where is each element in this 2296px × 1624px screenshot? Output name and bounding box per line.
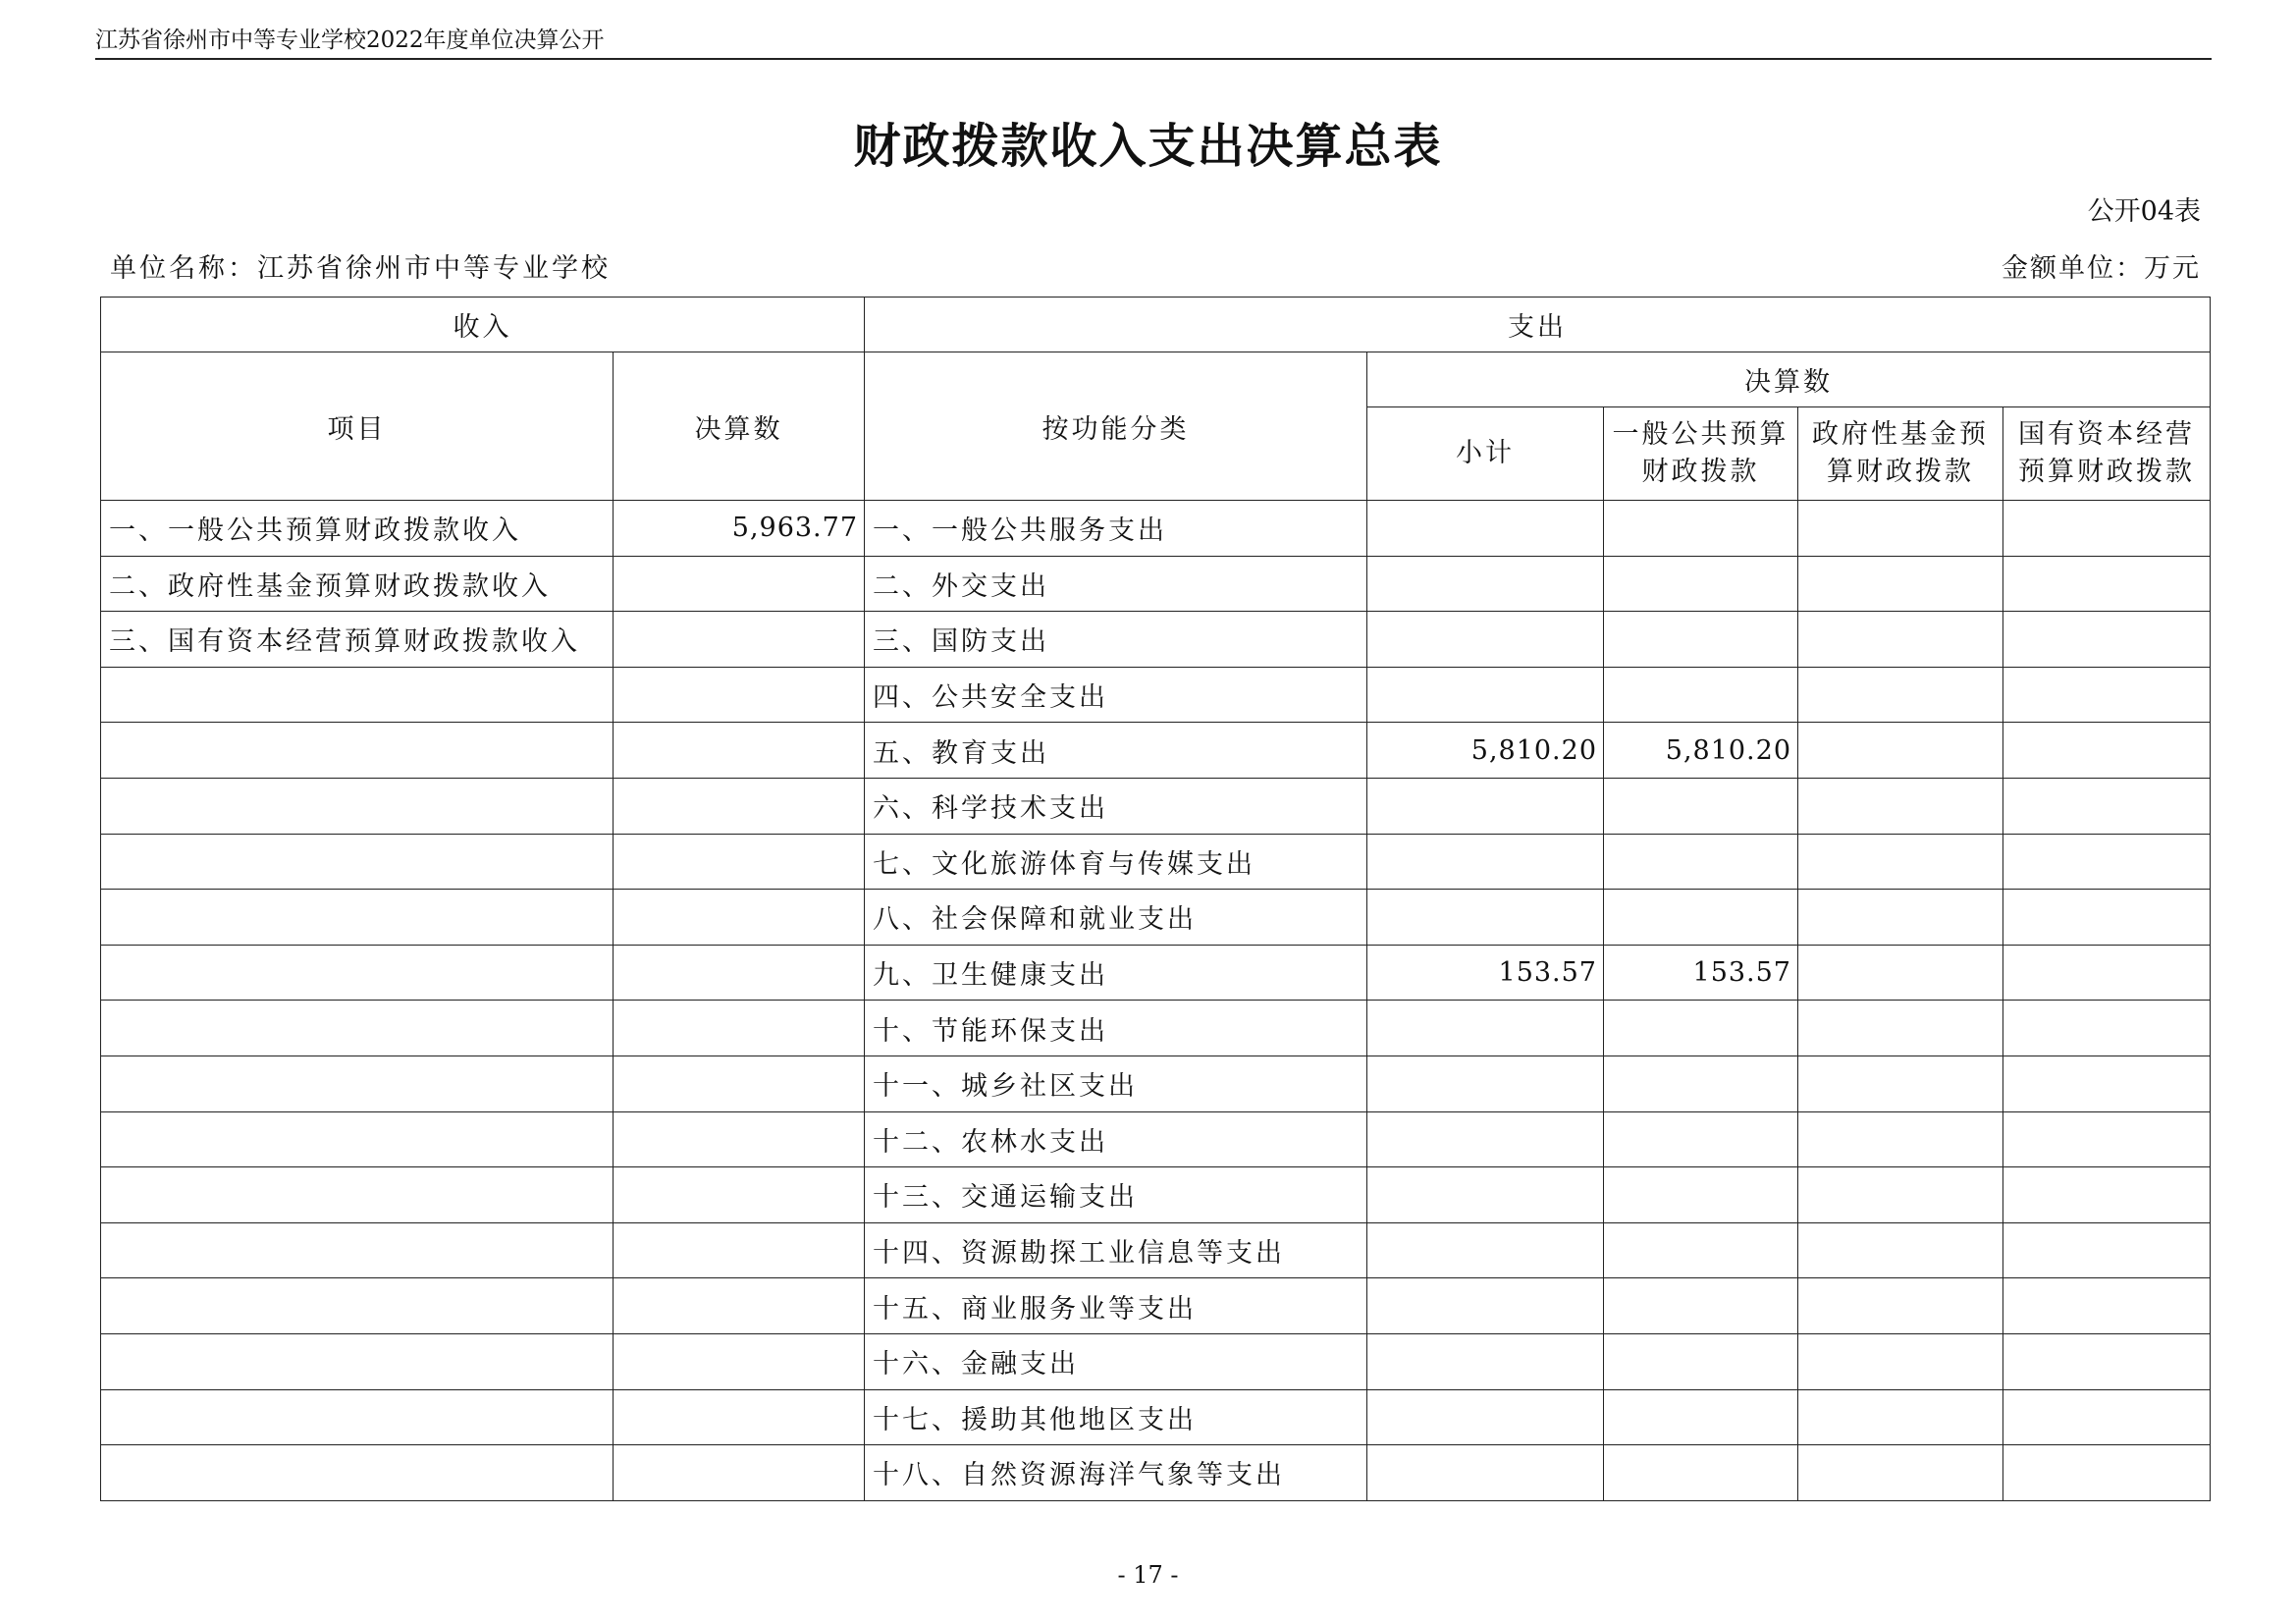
- general-amount-cell: [1604, 1389, 1798, 1445]
- expense-item-cell: 五、教育支出: [865, 723, 1367, 779]
- subtotal-cell: [1367, 1278, 1604, 1334]
- state-capital-amount-cell: [2003, 667, 2211, 723]
- income-amount-cell: [614, 890, 865, 946]
- subtotal-cell: [1367, 1445, 1604, 1501]
- income-amount-cell: [614, 1167, 865, 1223]
- unit-name: 单位名称：江苏省徐州市中等专业学校: [110, 253, 611, 284]
- table-row: [101, 890, 2211, 946]
- gov-fund-amount-cell: [1798, 612, 2003, 668]
- table-row: [101, 945, 2211, 1001]
- income-amount-cell: [614, 1333, 865, 1389]
- income-amount-cell: [614, 1111, 865, 1167]
- col-state-capital: 国有资本经营预算财政拨款: [2003, 407, 2211, 501]
- state-capital-amount-cell: [2003, 778, 2211, 834]
- general-amount-cell: 153.57: [1604, 945, 1798, 1001]
- table-row: [101, 501, 2211, 557]
- expense-item-cell: 九、卫生健康支出: [865, 945, 1367, 1001]
- table-row: [101, 1445, 2211, 1501]
- expense-header: 支出: [865, 298, 2211, 352]
- general-amount-cell: [1604, 1056, 1798, 1111]
- col-function: 按功能分类: [865, 352, 1367, 501]
- expense-item-cell: 十一、城乡社区支出: [865, 1056, 1367, 1111]
- income-amount-cell: [614, 723, 865, 779]
- income-header: 收入: [101, 298, 865, 352]
- expense-item-cell: 十四、资源勘探工业信息等支出: [865, 1222, 1367, 1278]
- table-row: [101, 778, 2211, 834]
- income-item-cell: [101, 778, 614, 834]
- table-row: [101, 1222, 2211, 1278]
- col-general: 一般公共预算财政拨款: [1604, 407, 1798, 501]
- income-amount-cell: [614, 1222, 865, 1278]
- general-amount-cell: [1604, 556, 1798, 612]
- expense-item-cell: 三、国防支出: [865, 612, 1367, 668]
- expense-item-cell: 十七、援助其他地区支出: [865, 1389, 1367, 1445]
- gov-fund-amount-cell: [1798, 945, 2003, 1001]
- income-item-cell: [101, 1111, 614, 1167]
- table-row: [101, 1333, 2211, 1389]
- gov-fund-amount-cell: [1798, 723, 2003, 779]
- table-row: [101, 1167, 2211, 1223]
- state-capital-amount-cell: [2003, 1278, 2211, 1334]
- fiscal-summary-table: [100, 297, 2211, 1501]
- expense-item-cell: 十六、金融支出: [865, 1333, 1367, 1389]
- income-item-cell: [101, 1333, 614, 1389]
- gov-fund-amount-cell: [1798, 1445, 2003, 1501]
- table-row: [101, 612, 2211, 668]
- income-item-cell: [101, 1222, 614, 1278]
- general-amount-cell: [1604, 1278, 1798, 1334]
- income-amount-cell: [614, 1278, 865, 1334]
- general-amount-cell: [1604, 1333, 1798, 1389]
- form-number: 公开04表: [2087, 196, 2201, 227]
- col-item: 项目: [101, 352, 614, 501]
- subtotal-cell: [1367, 1056, 1604, 1111]
- expense-item-cell: 十、节能环保支出: [865, 1001, 1367, 1056]
- state-capital-amount-cell: [2003, 1056, 2211, 1111]
- page-header: 江苏省徐州市中等专业学校2022年度单位决算公开: [95, 27, 605, 53]
- subtotal-cell: 153.57: [1367, 945, 1604, 1001]
- gov-fund-amount-cell: [1798, 778, 2003, 834]
- expense-item-cell: 十三、交通运输支出: [865, 1167, 1367, 1223]
- general-amount-cell: [1604, 778, 1798, 834]
- col-subtotal: 小计: [1367, 407, 1604, 501]
- state-capital-amount-cell: [2003, 834, 2211, 890]
- gov-fund-amount-cell: [1798, 1056, 2003, 1111]
- income-amount-cell: [614, 1445, 865, 1501]
- gov-fund-amount-cell: [1798, 1278, 2003, 1334]
- income-item-cell: [101, 1001, 614, 1056]
- state-capital-amount-cell: [2003, 1222, 2211, 1278]
- state-capital-amount-cell: [2003, 501, 2211, 557]
- gov-fund-amount-cell: [1798, 834, 2003, 890]
- gov-fund-amount-cell: [1798, 1111, 2003, 1167]
- subtotal-cell: [1367, 834, 1604, 890]
- income-amount-cell: [614, 834, 865, 890]
- general-amount-cell: [1604, 1167, 1798, 1223]
- col-income-amount: 决算数: [614, 352, 865, 501]
- table-row: [101, 1389, 2211, 1445]
- income-item-cell: [101, 1389, 614, 1445]
- subtotal-cell: [1367, 667, 1604, 723]
- general-amount-cell: [1604, 1222, 1798, 1278]
- state-capital-amount-cell: [2003, 890, 2211, 946]
- expense-item-cell: 一、一般公共服务支出: [865, 501, 1367, 557]
- state-capital-amount-cell: [2003, 556, 2211, 612]
- general-amount-cell: [1604, 667, 1798, 723]
- expense-item-cell: 八、社会保障和就业支出: [865, 890, 1367, 946]
- subtotal-cell: [1367, 890, 1604, 946]
- expense-item-cell: 六、科学技术支出: [865, 778, 1367, 834]
- table-row: [101, 1001, 2211, 1056]
- gov-fund-amount-cell: [1798, 1333, 2003, 1389]
- gov-fund-amount-cell: [1798, 1222, 2003, 1278]
- table-row: [101, 834, 2211, 890]
- subtotal-cell: [1367, 1222, 1604, 1278]
- amount-unit: 金额单位：万元: [2002, 253, 2201, 284]
- income-amount-cell: [614, 556, 865, 612]
- general-amount-cell: 5,810.20: [1604, 723, 1798, 779]
- general-amount-cell: [1604, 1111, 1798, 1167]
- state-capital-amount-cell: [2003, 1445, 2211, 1501]
- subtotal-cell: [1367, 778, 1604, 834]
- gov-fund-amount-cell: [1798, 1389, 2003, 1445]
- general-amount-cell: [1604, 834, 1798, 890]
- table-row: [101, 723, 2211, 779]
- gov-fund-amount-cell: [1798, 556, 2003, 612]
- subtotal-cell: [1367, 1333, 1604, 1389]
- income-item-cell: [101, 834, 614, 890]
- expense-item-cell: 二、外交支出: [865, 556, 1367, 612]
- state-capital-amount-cell: [2003, 1111, 2211, 1167]
- table-row: [101, 1111, 2211, 1167]
- subtotal-cell: [1367, 1111, 1604, 1167]
- gov-fund-amount-cell: [1798, 501, 2003, 557]
- subtotal-cell: [1367, 501, 1604, 557]
- income-amount-cell: 5,963.77: [614, 501, 865, 557]
- income-amount-cell: [614, 612, 865, 668]
- expense-item-cell: 十二、农林水支出: [865, 1111, 1367, 1167]
- general-amount-cell: [1604, 1001, 1798, 1056]
- income-item-cell: 一、一般公共预算财政拨款收入: [101, 501, 614, 557]
- income-item-cell: [101, 1278, 614, 1334]
- income-amount-cell: [614, 778, 865, 834]
- state-capital-amount-cell: [2003, 612, 2211, 668]
- income-item-cell: [101, 945, 614, 1001]
- col-final-amount: 决算数: [1367, 352, 2211, 407]
- gov-fund-amount-cell: [1798, 890, 2003, 946]
- general-amount-cell: [1604, 1445, 1798, 1501]
- income-item-cell: [101, 1445, 614, 1501]
- state-capital-amount-cell: [2003, 723, 2211, 779]
- state-capital-amount-cell: [2003, 1001, 2211, 1056]
- gov-fund-amount-cell: [1798, 1001, 2003, 1056]
- table-row: [101, 1056, 2211, 1111]
- state-capital-amount-cell: [2003, 1389, 2211, 1445]
- income-item-cell: [101, 890, 614, 946]
- table-row: [101, 667, 2211, 723]
- income-item-cell: 三、国有资本经营预算财政拨款收入: [101, 612, 614, 668]
- subtotal-cell: [1367, 1167, 1604, 1223]
- income-amount-cell: [614, 1389, 865, 1445]
- expense-item-cell: 十八、自然资源海洋气象等支出: [865, 1445, 1367, 1501]
- income-amount-cell: [614, 945, 865, 1001]
- expense-item-cell: 七、文化旅游体育与传媒支出: [865, 834, 1367, 890]
- subtotal-cell: [1367, 612, 1604, 668]
- income-amount-cell: [614, 1001, 865, 1056]
- subtotal-cell: [1367, 1001, 1604, 1056]
- income-amount-cell: [614, 1056, 865, 1111]
- income-item-cell: [101, 723, 614, 779]
- state-capital-amount-cell: [2003, 1333, 2211, 1389]
- income-amount-cell: [614, 667, 865, 723]
- page-title: 财政拨款收入支出决算总表: [853, 119, 1443, 174]
- general-amount-cell: [1604, 890, 1798, 946]
- gov-fund-amount-cell: [1798, 1167, 2003, 1223]
- table-row: [101, 556, 2211, 612]
- income-item-cell: [101, 667, 614, 723]
- general-amount-cell: [1604, 501, 1798, 557]
- expense-item-cell: 四、公共安全支出: [865, 667, 1367, 723]
- state-capital-amount-cell: [2003, 1167, 2211, 1223]
- general-amount-cell: [1604, 612, 1798, 668]
- table-row: [101, 1278, 2211, 1334]
- page-number: - 17 -: [1117, 1561, 1179, 1589]
- subtotal-cell: [1367, 1389, 1604, 1445]
- expense-item-cell: 十五、商业服务业等支出: [865, 1278, 1367, 1334]
- subtotal-cell: [1367, 556, 1604, 612]
- header-rule: [95, 58, 2212, 60]
- income-item-cell: [101, 1056, 614, 1111]
- state-capital-amount-cell: [2003, 945, 2211, 1001]
- gov-fund-amount-cell: [1798, 667, 2003, 723]
- income-item-cell: [101, 1167, 614, 1223]
- income-item-cell: 二、政府性基金预算财政拨款收入: [101, 556, 614, 612]
- col-gov-fund: 政府性基金预算财政拨款: [1798, 407, 2003, 501]
- subtotal-cell: 5,810.20: [1367, 723, 1604, 779]
